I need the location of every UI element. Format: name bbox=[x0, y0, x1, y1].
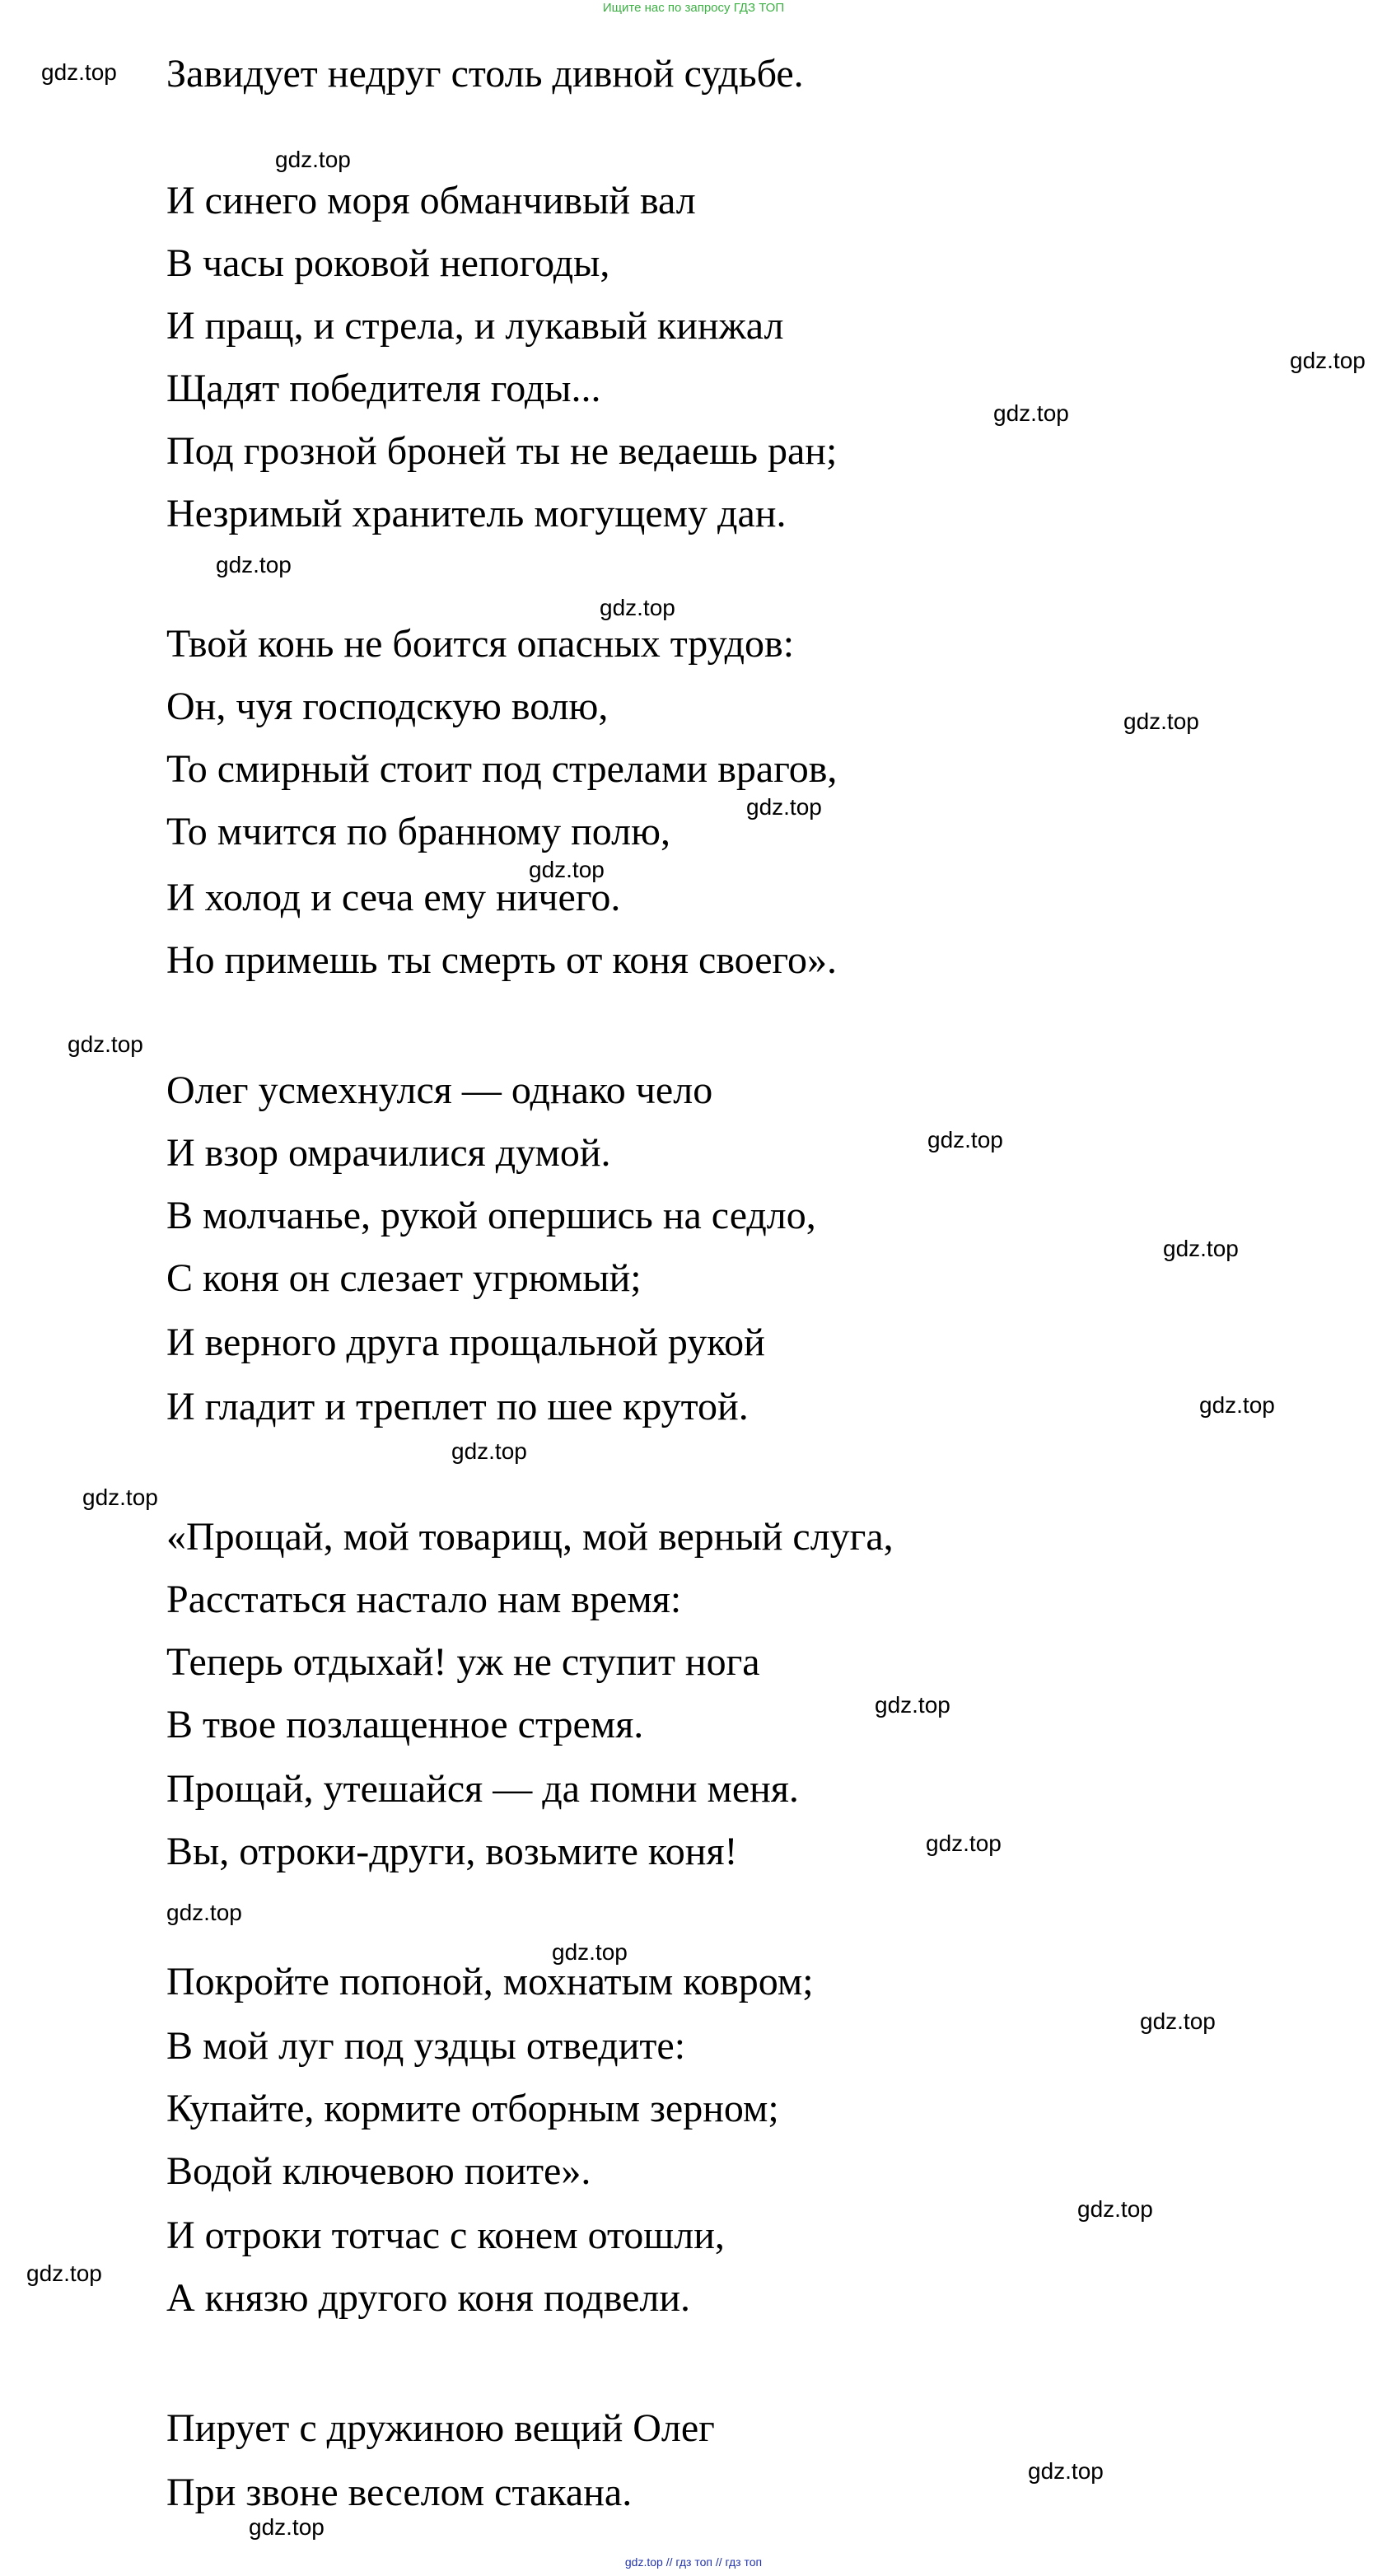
watermark: gdz.top bbox=[275, 147, 351, 172]
poem-line: И отроки тотчас с конем отошли, bbox=[166, 2214, 725, 2257]
watermark: gdz.top bbox=[216, 552, 292, 577]
site-header-note: Ищите нас по запросу ГДЗ ТОП bbox=[602, 1, 785, 15]
poem-line: С коня он слезает угрюмый; bbox=[166, 1256, 642, 1300]
watermark: gdz.top bbox=[451, 1438, 527, 1464]
poem-line: Он, чуя господскую волю, bbox=[166, 685, 609, 728]
poem-line: И взор омрачилися думой. bbox=[166, 1131, 611, 1175]
watermark: gdz.top bbox=[746, 794, 822, 820]
watermark: gdz.top bbox=[552, 1939, 628, 1965]
poem-line: В мой луг под уздцы отведите: bbox=[166, 2024, 686, 2068]
poem-line: Незримый хранитель могущему дан. bbox=[166, 492, 787, 535]
watermark: gdz.top bbox=[82, 1484, 158, 1510]
watermark: gdz.top bbox=[41, 59, 117, 85]
poem-line: Олег усмехнулся — однако чело bbox=[166, 1068, 713, 1112]
watermark: gdz.top bbox=[166, 1900, 242, 1925]
watermark: gdz.top bbox=[1199, 1392, 1275, 1418]
site-footer-note: gdz.top // гдз топ // гдз топ bbox=[624, 2555, 763, 2569]
watermark: gdz.top bbox=[1290, 348, 1366, 373]
poem-line: И верного друга прощальной рукой bbox=[166, 1321, 765, 1364]
poem-line: Теперь отдыхай! уж не ступит нога bbox=[166, 1640, 760, 1684]
poem-line: Под грозной броней ты не ведаешь ран; bbox=[166, 429, 838, 473]
poem-line: Завидует недруг столь дивной судьбе. bbox=[166, 52, 804, 96]
poem-line: Вы, отроки-други, возьмите коня! bbox=[166, 1830, 738, 1873]
poem-line: Щадят победителя годы... bbox=[166, 367, 601, 410]
watermark: gdz.top bbox=[926, 1830, 1002, 1856]
watermark: gdz.top bbox=[1077, 2196, 1153, 2222]
poem-line: При звоне веселом стакана. bbox=[166, 2471, 633, 2514]
watermark: gdz.top bbox=[68, 1031, 143, 1057]
poem-line: Твой конь не боится опасных трудов: bbox=[166, 622, 795, 666]
watermark: gdz.top bbox=[600, 595, 675, 620]
poem-line: Но примешь ты смерть от коня своего». bbox=[166, 938, 838, 982]
poem-line: И синего моря обманчивый вал bbox=[166, 179, 696, 222]
watermark: gdz.top bbox=[529, 857, 605, 882]
poem-line: В часы роковой непогоды, bbox=[166, 241, 610, 285]
watermark: gdz.top bbox=[993, 400, 1069, 426]
poem-line: Расстаться настало нам время: bbox=[166, 1578, 682, 1621]
poem-line: Покройте попоной, мохнатым ковром; bbox=[166, 1960, 814, 2003]
poem-line: И гладит и треплет по шее крутой. bbox=[166, 1385, 749, 1428]
watermark: gdz.top bbox=[927, 1127, 1003, 1152]
poem-line: То мчится по бранному полю, bbox=[166, 810, 670, 853]
poem-line: Водой ключевою поите». bbox=[166, 2149, 591, 2193]
poem-line: В твое позлащенное стремя. bbox=[166, 1703, 644, 1746]
watermark: gdz.top bbox=[1123, 708, 1199, 734]
watermark: gdz.top bbox=[1163, 1236, 1239, 1261]
poem-line: И пращ, и стрела, и лукавый кинжал bbox=[166, 304, 784, 348]
watermark: gdz.top bbox=[875, 1692, 950, 1718]
watermark: gdz.top bbox=[1028, 2458, 1104, 2484]
poem-line: Прощай, утешайся — да помни меня. bbox=[166, 1767, 799, 1811]
poem-line: То смирный стоит под стрелами врагов, bbox=[166, 747, 838, 791]
poem-line: «Прощай, мой товарищ, мой верный слуга, bbox=[166, 1515, 894, 1559]
poem-line: Пирует с дружиною вещий Олег bbox=[166, 2406, 715, 2450]
poem-line: В молчанье, рукой опершись на седло, bbox=[166, 1194, 816, 1237]
watermark: gdz.top bbox=[249, 2514, 325, 2540]
watermark: gdz.top bbox=[26, 2260, 102, 2286]
poem-line: И холод и сеча ему ничего. bbox=[166, 876, 621, 919]
poem-line: Купайте, кормите отборным зерном; bbox=[166, 2087, 779, 2130]
poem-line: А князю другого коня подвели. bbox=[166, 2276, 691, 2320]
watermark: gdz.top bbox=[1140, 2008, 1216, 2034]
